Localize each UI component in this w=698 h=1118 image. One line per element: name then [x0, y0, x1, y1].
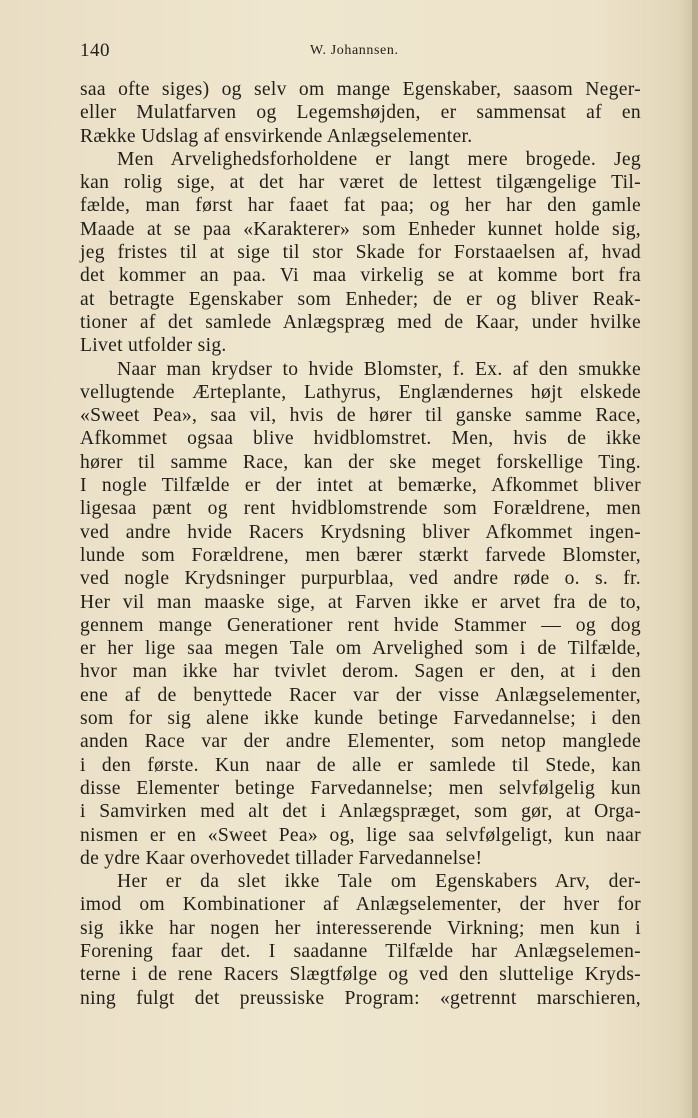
- text-line: tioner af det samlede Anlægspræg med de Kaar, under hvilke: [80, 311, 641, 333]
- text-line: gennem mange Generationer rent hvide Stammer — og dog: [80, 614, 641, 636]
- text-line: vellugtende Ærteplante, Lathyrus, Englændernes højt elskede: [80, 381, 641, 403]
- text-line: Maade at se paa «Karakterer» som Enheder kunnet holde sig,: [80, 218, 641, 240]
- text-line: at betragte Egenskaber som Enheder; de er og bliver Reak-: [80, 288, 641, 310]
- text-line: jeg fristes til at sige til stor Skade for Forstaaelsen af, hvad: [80, 242, 641, 264]
- text-line: ene af de benyttede Racer var der visse Anlægselementer,: [80, 684, 641, 706]
- text-line: Række Udslag af ensvirkende Anlægselementer.: [80, 125, 473, 147]
- page-number: 140: [80, 40, 110, 61]
- text-line: eller Mulatfarven og Legemshøjden, er sammensat af en: [80, 102, 641, 124]
- text-line: hører til samme Race, kan der ske meget forskellige Ting.: [80, 451, 641, 473]
- text-line: imod om Kombinationer af Anlægselementer, der hver for: [80, 894, 641, 916]
- text-line: kan rolig sige, at det har været de lettest tilgængelige Til-: [80, 172, 641, 194]
- text-line: det kommer an paa. Vi maa virkelig se at komme bort fra: [80, 265, 641, 287]
- paragraph-start: Naar man krydser to hvide Blomster, f. Ex. af den smukke: [117, 358, 641, 380]
- text-line: de ydre Kaar overhovedet tillader Farvedannelse!: [80, 847, 483, 869]
- page-header: [80, 40, 640, 66]
- text-line: lunde som Forældrene, men bærer stærkt farvede Blomster,: [80, 544, 641, 566]
- page-edge: [692, 0, 698, 1118]
- text-line: nismen er en «Sweet Pea» og, lige saa selvfølgeligt, kun naar: [80, 824, 641, 846]
- text-line: fælde, man først har faaet fat paa; og her har den gamle: [80, 195, 641, 217]
- text-line: I nogle Tilfælde er der intet at bemærke, Afkommet bliver: [80, 475, 641, 497]
- text-line: Livet utfolder sig.: [80, 335, 227, 357]
- text-line: i Samvirken med alt det i Anlægspræget, som gør, at Orga-: [80, 801, 641, 823]
- text-line: som for sig alene ikke kunde betinge Farvedannelse; i den: [80, 708, 641, 730]
- text-line: «Sweet Pea», saa vil, hvis de hører til ganske samme Race,: [80, 405, 641, 427]
- text-line: er her lige saa megen Tale om Arvelighed som i de Tilfælde,: [80, 638, 641, 660]
- text-line: saa ofte siges) og selv om mange Egenskaber, saasom Neger-: [80, 79, 641, 100]
- text-line: ved andre hvide Racers Krydsning bliver Afkommet ingen-: [80, 521, 641, 543]
- running-head: W. Johannsen.: [310, 43, 399, 58]
- paragraph-start: Her er da slet ikke Tale om Egenskabers Arv, der-: [117, 871, 641, 893]
- paragraph-start: Men Arvelighedsforholdene er langt mere brogede. Jeg: [117, 148, 641, 170]
- text-line: ning fulgt det preussiske Program: «getrennt marschieren,: [80, 987, 641, 1009]
- text-line: anden Race var der andre Elementer, som netop manglede: [80, 731, 641, 753]
- text-line: hvor man ikke har tvivlet derom. Sagen er den, at i den: [80, 661, 641, 683]
- text-line: Her vil man maaske sige, at Farven ikke er arvet fra de to,: [80, 591, 641, 613]
- text-line: Forening faar det. I saadanne Tilfælde har Anlægselemen-: [80, 940, 641, 962]
- text-line: i den første. Kun naar de alle er samlede til Stede, kan: [80, 754, 641, 776]
- text-line: Afkommet ogsaa blive hvidblomstret. Men, hvis de ikke: [80, 428, 641, 450]
- text-line: terne i de rene Racers Slægtfølge og ved den sluttelige Kryds-: [80, 964, 641, 986]
- body-text: [80, 78, 641, 1010]
- text-line: disse Elementer betinge Farvedannelse; men selvfølgelig kun: [80, 777, 641, 799]
- text-line: ligesaa pænt og rent hvidblomstrende som Forældrene, men: [80, 498, 641, 520]
- text-line: sig ikke har nogen her interesserende Virkning; men kun i: [80, 917, 641, 939]
- text-line: ved nogle Krydsninger purpurblaa, ved andre røde o. s. fr.: [80, 568, 641, 590]
